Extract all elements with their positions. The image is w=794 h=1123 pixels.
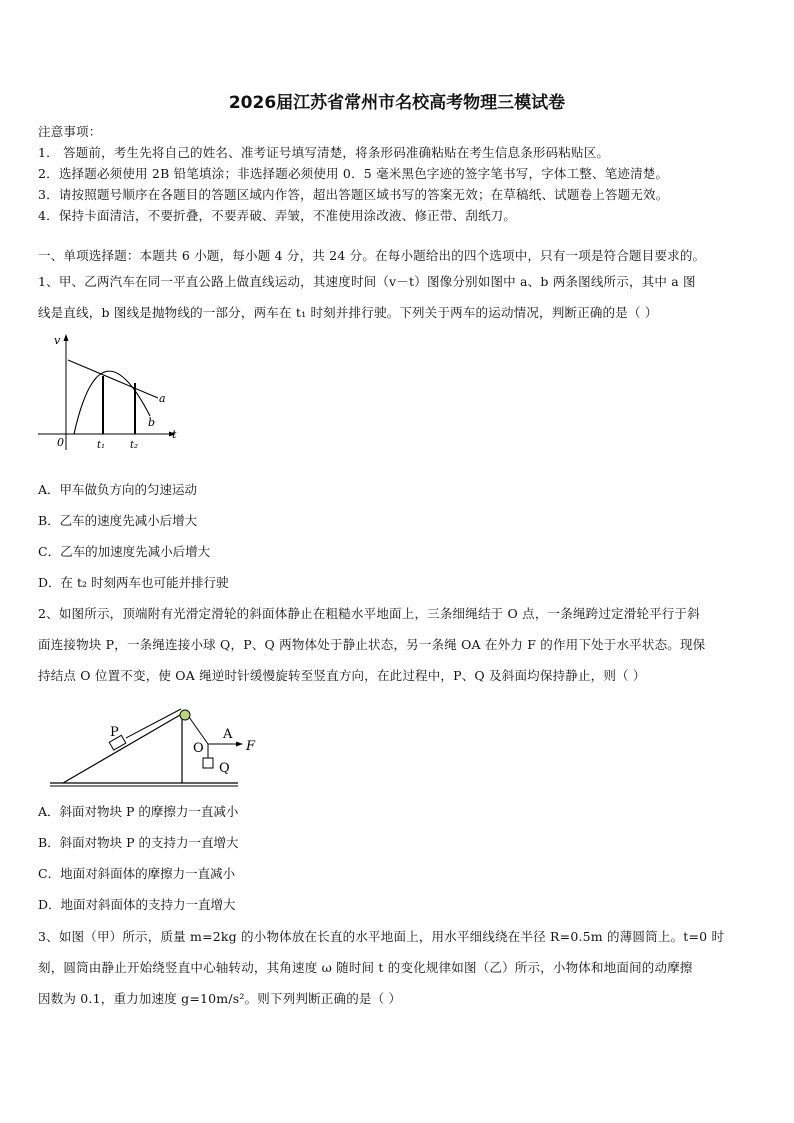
- page-title: 2026届江苏省常州市名校高考物理三模试卷: [228, 93, 566, 113]
- notice-item: 3．请按照题号顺序在各题目的答题区域内作答，超出答题区域书写的答案无效；在草稿纸、试题卷上答题无效。: [38, 187, 669, 202]
- q1-option-c: C．乙车的加速度先减小后增大: [38, 544, 211, 559]
- q2-stem: 持结点 O 位置不变，使 OA 绳逆时针缓慢旋转至竖直方向，在此过程中，P、Q 及斜面均保持静止，则（ ）: [38, 668, 646, 683]
- axis-t-label: t: [172, 428, 177, 441]
- q1-vt-graph: [38, 330, 188, 455]
- q1-option-b: B．乙车的速度先减小后增大: [38, 513, 198, 528]
- curve-b-label: b: [148, 416, 156, 429]
- q2-option-b: B．斜面对物块 P 的支持力一直增大: [38, 835, 239, 850]
- t2-label: t₂: [130, 440, 139, 451]
- knot-o-label: O: [193, 741, 204, 756]
- q1-option-d: D．在 t₂ 时刻两车也可能并排行驶: [38, 575, 229, 590]
- ball-q-label: Q: [219, 761, 230, 776]
- q2-option-d: D．地面对斜面体的支持力一直增大: [38, 897, 236, 912]
- q2-incline-diagram: [38, 700, 278, 792]
- notice-item: 1． 答题前，考生先将自己的姓名、准考证号填写清楚，将条形码准确粘贴在考生信息条形码粘贴区。: [38, 145, 610, 160]
- point-a-label: A: [223, 727, 233, 742]
- notice-heading: 注意事项：: [38, 124, 102, 139]
- axis-v-label: v: [54, 334, 61, 347]
- q2-option-c: C．地面对斜面体的摩擦力一直减小: [38, 866, 236, 881]
- q2-stem: 2、如图所示，顶端附有光滑定滑轮的斜面体静止在粗糙水平地面上，三条细绳结于 O 点，一条绳跨过定滑轮平行于斜: [38, 606, 700, 621]
- force-f-label: F: [246, 739, 256, 754]
- q2-stem: 面连接物块 P，一条绳连接小球 Q，P、Q 两物体处于静止状态，另一条绳 OA 在外力 F 的作用下处于水平状态。现保: [38, 637, 706, 652]
- line-a-label: a: [159, 392, 166, 405]
- q1-stem: 线是直线，b 图线是抛物线的一部分，两车在 t₁ 时刻并排行驶。下列关于两车的运动情况，判断正确的是（ ）: [38, 305, 658, 320]
- notice-item: 2．选择题必须使用 2B 铅笔填涂；非选择题必须使用 0．5 毫米黑色字迹的签字笔书写，字体工整、笔迹清楚。: [38, 166, 669, 181]
- q3-stem: 3、如图（甲）所示，质量 m=2kg 的小物体放在长直的水平地面上，用水平细线绕在半径 R=0.5m 的薄圆筒上。t=0 时: [38, 929, 725, 944]
- t1-label: t₁: [97, 440, 106, 451]
- q3-stem: 刻，圆筒由静止开始绕竖直中心轴转动，其角速度 ω 随时间 t 的变化规律如图（乙）所示，小物体和地面间的动摩擦: [38, 960, 693, 975]
- notice-item: 4．保持卡面清洁，不要折叠，不要弄破、弄皱，不准使用涂改液、修正带、刮纸刀。: [38, 208, 517, 223]
- section-heading: 一、单项选择题：本题共 6 小题，每小题 4 分，共 24 分。在每小题给出的四个选项中，只有一项是符合题目要求的。: [38, 248, 706, 263]
- origin-label: 0: [57, 436, 64, 449]
- q2-option-a: A．斜面对物块 P 的摩擦力一直减小: [38, 804, 239, 819]
- q3-stem: 因数为 0.1，重力加速度 g=10m/s²。则下列判断正确的是（ ）: [38, 991, 402, 1006]
- q1-stem: 1、甲、乙两汽车在同一平直公路上做直线运动，其速度时间（v－t）图像分别如图中 a、b 两条图线所示，其中 a 图: [38, 274, 696, 289]
- block-p-label: P: [110, 725, 119, 740]
- q1-option-a: A．甲车做负方向的匀速运动: [38, 482, 198, 497]
